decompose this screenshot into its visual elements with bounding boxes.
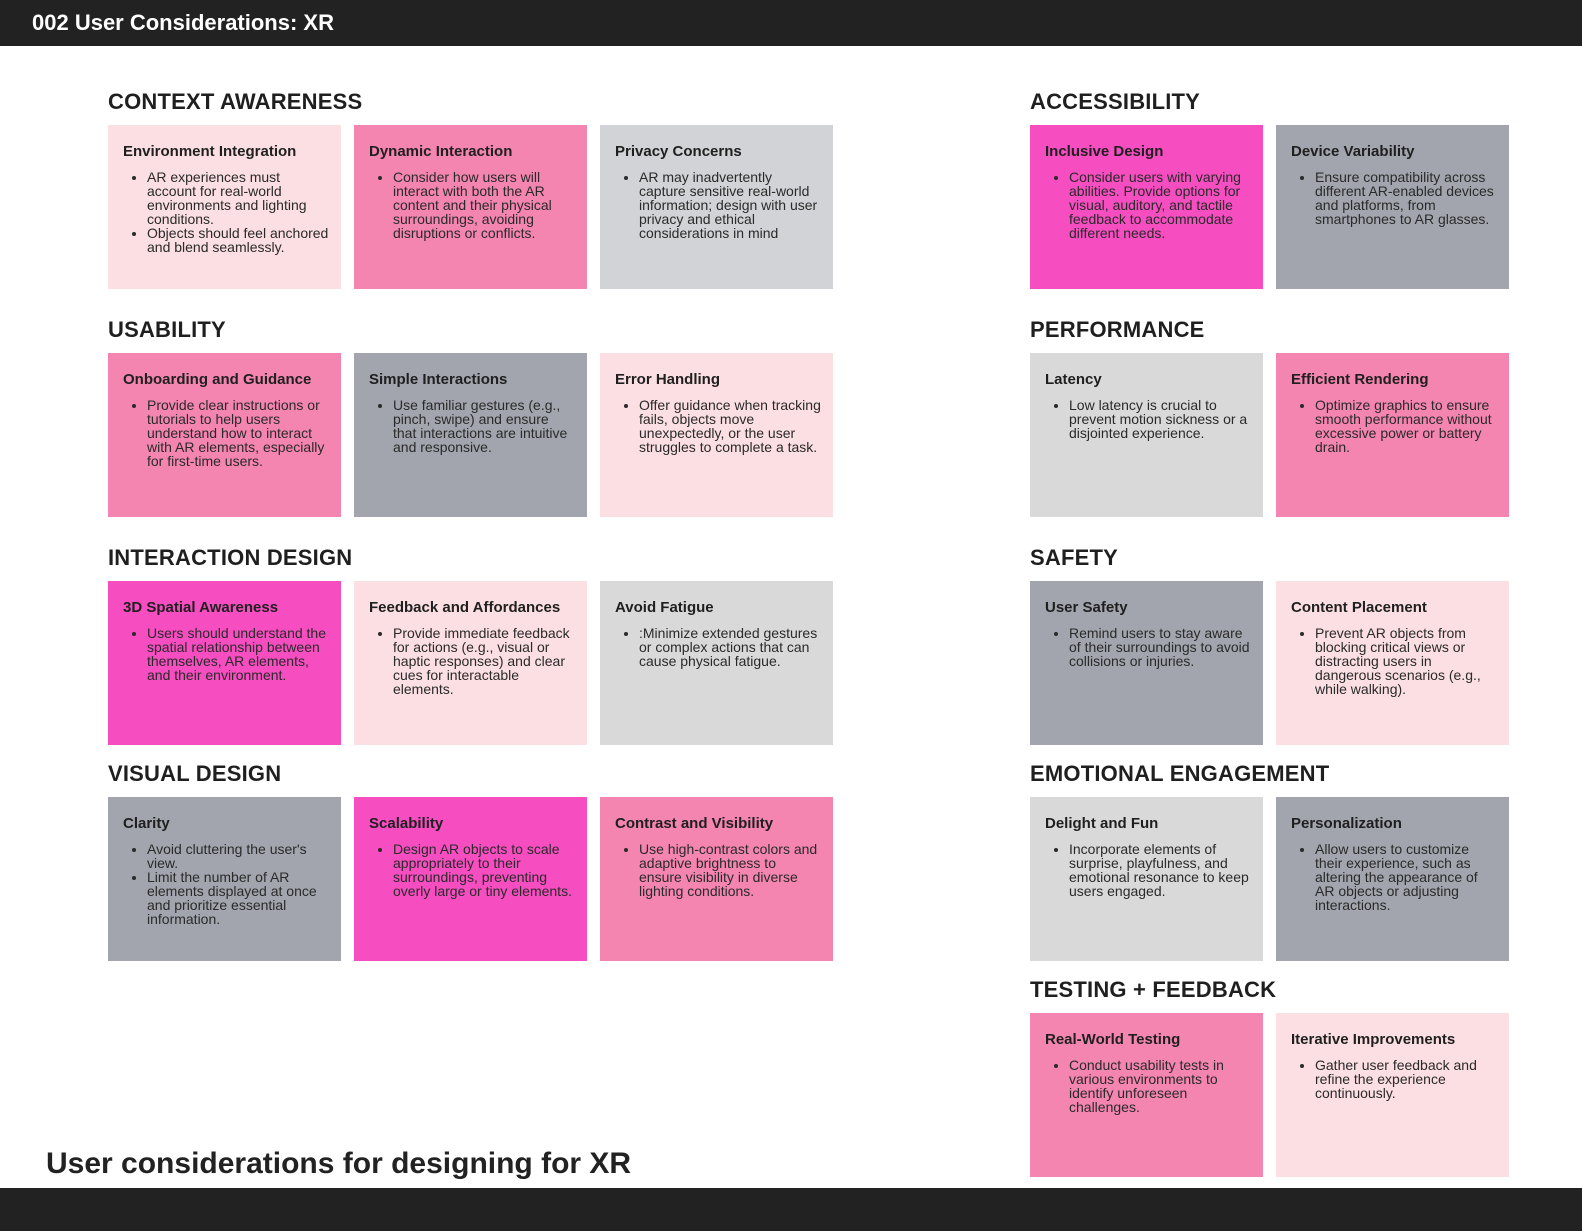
card-title: Personalization — [1291, 815, 1402, 832]
card-point: • Conduct usability tests in various environments to identify unforeseen challenges. — [1069, 1058, 1251, 1114]
card-points — [615, 398, 821, 454]
card-points — [615, 170, 821, 240]
card-delight-and-fun[interactable] — [1030, 797, 1263, 961]
card-point: • Consider how users will interact with both the AR content and their physical surroundings, avoiding disruptions or conflicts. — [393, 170, 575, 240]
card-points — [1045, 170, 1251, 240]
card-point: • Prevent AR objects from blocking critical views or distracting users in dangerous scenarios (e.g., while walking). — [1315, 626, 1497, 696]
bottom-bar — [0, 1188, 1582, 1231]
card-points — [123, 398, 329, 468]
card-title: Iterative Improvements — [1291, 1031, 1456, 1048]
card-title: Dynamic Interaction — [369, 143, 513, 160]
card-point: • :Minimize extended gestures or complex actions that can cause physical fatigue. — [639, 626, 821, 668]
card-point: • Design AR objects to scale appropriately to their surroundings, preventing overly large or tiny elements. — [393, 842, 575, 898]
card-contrast-and-visibility[interactable] — [600, 797, 833, 961]
section-title: EMOTIONAL ENGAGEMENT — [1030, 761, 1330, 786]
card-title: Onboarding and Guidance — [123, 371, 312, 388]
card-error-handling[interactable] — [600, 353, 833, 517]
card-title: User Safety — [1045, 599, 1128, 616]
card-points — [369, 170, 575, 240]
card-title: Clarity — [123, 815, 170, 832]
card-point: • Gather user feedback and refine the experience continuously. — [1315, 1058, 1497, 1100]
section-title: CONTEXT AWARENESS — [108, 89, 363, 114]
card-title: Simple Interactions — [369, 371, 508, 388]
card-privacy-concerns[interactable] — [600, 125, 833, 289]
card-content-placement[interactable] — [1276, 581, 1509, 745]
card-personalization[interactable] — [1276, 797, 1509, 961]
section-title: USABILITY — [108, 317, 226, 342]
card-efficient-rendering[interactable] — [1276, 353, 1509, 517]
card-points — [123, 626, 329, 682]
card-points — [369, 626, 575, 696]
card-avoid-fatigue[interactable] — [600, 581, 833, 745]
card-inclusive-design[interactable] — [1030, 125, 1263, 289]
card-clarity[interactable] — [108, 797, 341, 961]
card-points — [1045, 398, 1251, 440]
card-point: • Objects should feel anchored and blend seamlessly. — [147, 226, 329, 254]
card-point: • Incorporate elements of surprise, playfulness, and emotional resonance to keep users engaged. — [1069, 842, 1251, 898]
card-title: Device Variability — [1291, 143, 1415, 160]
card-scalability[interactable] — [354, 797, 587, 961]
card-points — [1291, 842, 1497, 912]
card-point: • Use familiar gestures (e.g., pinch, swipe) and ensure that interactions are intuitive and responsive. — [393, 398, 575, 454]
section-title: PERFORMANCE — [1030, 317, 1205, 342]
card-point: • Ensure compatibility across different AR-enabled devices and platforms, from smartphones to AR glasses. — [1315, 170, 1497, 226]
card-iterative-improvements[interactable] — [1276, 1013, 1509, 1177]
card-title: Contrast and Visibility — [615, 815, 774, 832]
section-title: TESTING + FEEDBACK — [1030, 977, 1277, 1002]
card-points — [1291, 1058, 1497, 1100]
card-point: • Avoid cluttering the user's view. — [147, 842, 329, 870]
card-user-safety[interactable] — [1030, 581, 1263, 745]
card-point: • AR experiences must account for real-world environments and lighting conditions. — [147, 170, 329, 226]
card-points — [615, 842, 821, 898]
card-points — [1045, 626, 1251, 668]
card-onboarding-and-guidance[interactable] — [108, 353, 341, 517]
card-title: Real-World Testing — [1045, 1031, 1181, 1048]
card-device-variability[interactable] — [1276, 125, 1509, 289]
card-point: • Provide clear instructions or tutorials to help users understand how to interact with AR elements, especially for first-time users. — [147, 398, 329, 468]
section-title: INTERACTION DESIGN — [108, 545, 353, 570]
card-point: • AR may inadvertently capture sensitive real-world information; design with user privacy and ethical considerations in mind — [639, 170, 821, 240]
card-points — [369, 842, 575, 898]
card-point: • Consider users with varying abilities. Provide options for visual, auditory, and tactile feedback to accommodate different needs. — [1069, 170, 1251, 240]
card-real-world-testing[interactable] — [1030, 1013, 1263, 1177]
card-title: Privacy Concerns — [615, 143, 742, 160]
card-3d-spatial-awareness[interactable] — [108, 581, 341, 745]
card-dynamic-interaction[interactable] — [354, 125, 587, 289]
card-title: Feedback and Affordances — [369, 599, 561, 616]
section-title: ACCESSIBILITY — [1030, 89, 1201, 114]
card-title: Environment Integration — [123, 143, 297, 160]
card-feedback-and-affordances[interactable] — [354, 581, 587, 745]
card-simple-interactions[interactable] — [354, 353, 587, 517]
card-point: • Optimize graphics to ensure smooth performance without excessive power or battery drain. — [1315, 398, 1497, 454]
card-point: • Use high-contrast colors and adaptive brightness to ensure visibility in diverse lighting conditions. — [639, 842, 821, 898]
card-title: Delight and Fun — [1045, 815, 1159, 832]
card-environment-integration[interactable] — [108, 125, 341, 289]
card-points — [1291, 398, 1497, 454]
card-points — [615, 626, 821, 668]
section-title: VISUAL DESIGN — [108, 761, 282, 786]
card-points — [1045, 1058, 1251, 1114]
card-point: • Low latency is crucial to prevent motion sickness or a disjointed experience. — [1069, 398, 1251, 440]
card-title: Latency — [1045, 371, 1102, 388]
card-points — [123, 842, 329, 926]
card-title: Efficient Rendering — [1291, 371, 1429, 388]
card-points — [123, 170, 329, 254]
card-points — [369, 398, 575, 454]
top-bar — [0, 0, 1582, 46]
card-title: Avoid Fatigue — [615, 599, 714, 616]
section-title: SAFETY — [1030, 545, 1118, 570]
card-latency[interactable] — [1030, 353, 1263, 517]
card-point: • Remind users to stay aware of their surroundings to avoid collisions or injuries. — [1069, 626, 1251, 668]
card-point: • Provide immediate feedback for actions (e.g., visual or haptic responses) and clear cues for interactable elements. — [393, 626, 575, 696]
board-title: 002 User Considerations: XR — [32, 10, 334, 35]
card-point: • Limit the number of AR elements displayed at once and prioritize essential information. — [147, 870, 329, 926]
card-title: Content Placement — [1291, 599, 1427, 616]
card-point: • Users should understand the spatial relationship between themselves, AR elements, and their environment. — [147, 626, 329, 682]
card-title: Inclusive Design — [1045, 143, 1164, 160]
card-point: • Offer guidance when tracking fails, objects move unexpectedly, or the user struggles to complete a task. — [639, 398, 821, 454]
card-title: Scalability — [369, 815, 444, 832]
card-point: • Allow users to customize their experience, such as altering the appearance of AR objects or adjusting interactions. — [1315, 842, 1497, 912]
card-title: Error Handling — [615, 371, 721, 388]
card-title: 3D Spatial Awareness — [123, 599, 279, 616]
card-points — [1291, 170, 1497, 226]
card-points — [1291, 626, 1497, 696]
footer-title: User considerations for designing for XR — [46, 1147, 632, 1180]
card-points — [1045, 842, 1251, 898]
